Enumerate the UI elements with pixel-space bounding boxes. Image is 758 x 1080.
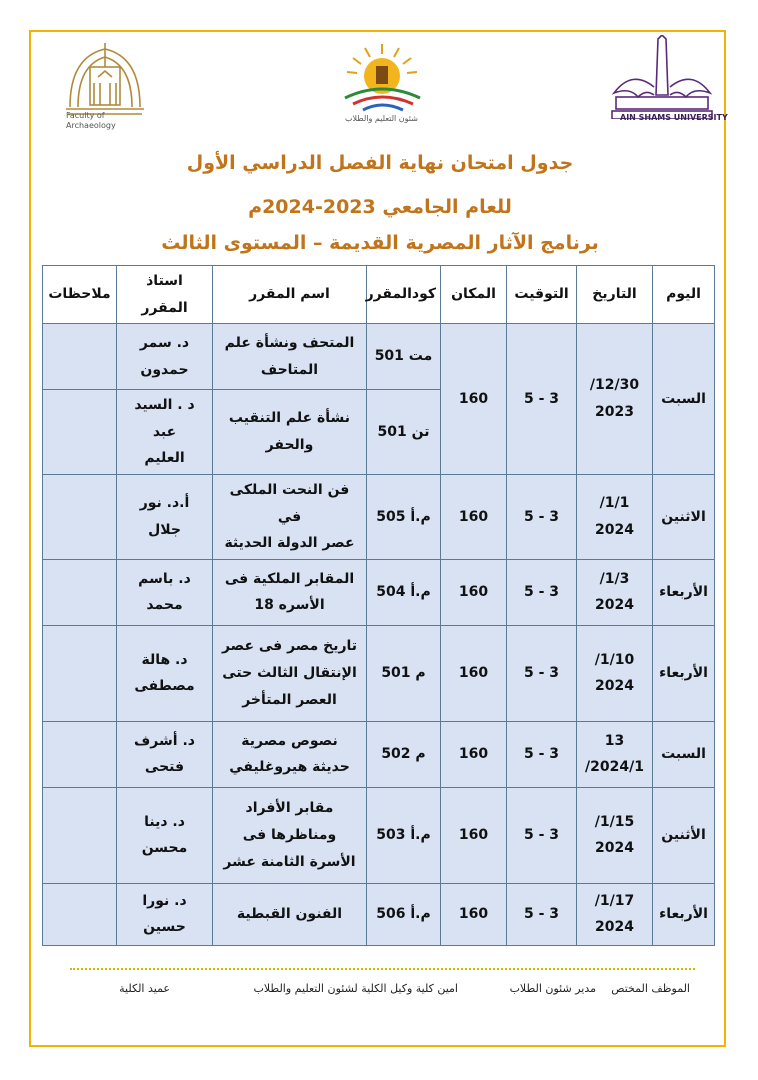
cell-teacher xyxy=(117,324,213,390)
cell-course xyxy=(213,559,367,625)
cell-teacher xyxy=(117,559,213,625)
cell-code: م 502 xyxy=(367,721,441,787)
cell-code: م.أ 505 xyxy=(367,474,441,559)
course-line-1: فن النحت الملكى في xyxy=(229,481,350,525)
cell-day: السبت xyxy=(653,324,715,475)
table-row xyxy=(43,324,715,390)
cell-time: 3 - 5 xyxy=(507,721,577,787)
logo-caption-ain-shams: AIN SHAMS UNIVERSITY xyxy=(620,113,728,122)
cell-place: 160 xyxy=(441,883,507,945)
course-line-2: المتاحف xyxy=(260,361,319,378)
course-line-1: مقابر الأفراد xyxy=(245,800,334,817)
cell-course xyxy=(213,883,367,945)
date-line-1: 13 xyxy=(604,732,625,749)
cell-time: 3 - 5 xyxy=(507,625,577,721)
teacher-line-1: د. باسم محمد xyxy=(138,570,191,614)
teacher-line-1: د. أشرف xyxy=(134,732,195,749)
table-row xyxy=(43,559,715,625)
cell-notes xyxy=(43,787,117,883)
cell-course xyxy=(213,390,367,475)
cell-day: السبت xyxy=(653,721,715,787)
cell-day: الأربعاء xyxy=(653,559,715,625)
course-line-1: المتحف ونشأة علم xyxy=(224,335,355,352)
cell-notes xyxy=(43,559,117,625)
cell-place: 160 xyxy=(441,721,507,787)
logo-caption-archaeology: Archaeology xyxy=(66,121,116,130)
cell-course xyxy=(213,324,367,390)
date-line-1: 1/1/ xyxy=(599,495,630,512)
cell-time: 3 - 5 xyxy=(507,787,577,883)
header-time: التوقيت xyxy=(507,266,577,324)
cell-day: الاثنين xyxy=(653,474,715,559)
course-line-1: تاريخ مصر فى عصر xyxy=(221,638,358,655)
cell-notes xyxy=(43,324,117,390)
cell-course xyxy=(213,721,367,787)
header-place: المكان xyxy=(441,266,507,324)
course-line-2: ومناظرها فى xyxy=(242,826,337,843)
table-row xyxy=(43,625,715,721)
date-line-2: 2023 xyxy=(595,404,634,421)
course-line-3: العصر المتأخر xyxy=(242,691,337,708)
date-line-1: 1/10/ xyxy=(594,651,635,668)
date-line-1: 1/3/ xyxy=(599,570,630,587)
cell-date xyxy=(577,625,653,721)
header-date: التاريخ xyxy=(577,266,653,324)
table-row xyxy=(43,883,715,945)
header-teacher: استاذ المقرر xyxy=(117,266,213,324)
date-line-2: 2024 xyxy=(595,919,634,936)
course-line-2: الأسره 18 xyxy=(254,597,325,614)
cell-place: 160 xyxy=(441,324,507,475)
cell-teacher xyxy=(117,625,213,721)
course-line-1: الفنون القبطية xyxy=(236,905,343,922)
cell-date xyxy=(577,883,653,945)
cell-code: م 501 xyxy=(367,625,441,721)
cell-date xyxy=(577,324,653,475)
date-line-2: 2024/1/ xyxy=(585,759,644,776)
table-header-row xyxy=(43,266,715,324)
course-line-2: الإنتقال الثالث حتى xyxy=(222,664,357,681)
course-line-2: حديثة هيروغليفي xyxy=(229,759,350,776)
date-line-2: 2024 xyxy=(595,597,634,614)
cell-place: 160 xyxy=(441,474,507,559)
temple-icon xyxy=(60,37,150,119)
date-line-1: 1/17/ xyxy=(594,892,635,909)
signature-student-affairs: مدير شئون الطلاب xyxy=(509,982,596,995)
course-line-1: نصوص مصرية xyxy=(241,732,338,749)
cell-place: 160 xyxy=(441,625,507,721)
date-line-1: 12/30/ xyxy=(589,377,640,394)
cell-notes xyxy=(43,474,117,559)
signature-secretary-vice-dean: امين كلية وكيل الكلية لشئون التعليم والطلاب xyxy=(253,982,458,995)
date-line-2: 2024 xyxy=(595,521,634,538)
cell-teacher xyxy=(117,721,213,787)
date-line-1: 1/15/ xyxy=(594,813,635,830)
header-notes: ملاحظات xyxy=(43,266,117,324)
teacher-line-1: د . السيد عبد xyxy=(134,397,195,440)
faculty-archaeology-logo xyxy=(60,37,150,137)
program-level-title: برنامج الآثار المصرية القديمة – المستوى الثالث xyxy=(161,232,599,254)
cell-time: 3 - 5 xyxy=(507,883,577,945)
teacher-line-2: فتحى xyxy=(144,759,185,776)
cell-code: م.أ 503 xyxy=(367,787,441,883)
teacher-line-1: د. هالة xyxy=(141,651,188,668)
cell-day: الأربعاء xyxy=(653,883,715,945)
cell-day: الأثنين xyxy=(653,787,715,883)
cell-date xyxy=(577,721,653,787)
cell-notes xyxy=(43,390,117,475)
teacher-line-1: د. دينا محسن xyxy=(141,813,188,857)
obelisk-eagles-icon xyxy=(608,35,716,119)
teacher-line-2: العليم xyxy=(144,450,185,467)
table-row xyxy=(43,721,715,787)
exam-schedule-title: جدول امتحان نهاية الفصل الدراسي الأول xyxy=(186,152,574,174)
cell-date xyxy=(577,559,653,625)
logo-caption-student-affairs: شئون التعليم والطلاب xyxy=(345,114,418,123)
sun-book-icon xyxy=(325,40,440,112)
cell-teacher xyxy=(117,883,213,945)
cell-code: مت 501 xyxy=(367,324,441,390)
exam-schedule-table xyxy=(42,265,715,946)
student-affairs-logo xyxy=(325,40,440,130)
cell-time: 3 - 5 xyxy=(507,559,577,625)
course-line-1: نشأة علم التنقيب xyxy=(228,410,351,427)
header-day: اليوم xyxy=(653,266,715,324)
course-line-1: المقابر الملكية فى xyxy=(224,570,355,587)
cell-code: تن 501 xyxy=(367,390,441,475)
signature-employee: الموظف المختص xyxy=(611,982,690,995)
table-row xyxy=(43,787,715,883)
teacher-line-1: د. سمر حمدون xyxy=(139,335,190,378)
cell-date xyxy=(577,474,653,559)
cell-course xyxy=(213,474,367,559)
date-line-2: 2024 xyxy=(595,678,634,695)
logo-caption-faculty: Faculty of xyxy=(66,111,105,120)
cell-course xyxy=(213,625,367,721)
teacher-line-1: أ.د. نور جلال xyxy=(139,495,190,538)
course-line-2: والحفر xyxy=(265,437,314,454)
table-row xyxy=(43,474,715,559)
cell-notes xyxy=(43,721,117,787)
header-course: اسم المقرر xyxy=(213,266,367,324)
teacher-line-2: مصطفى xyxy=(134,678,195,695)
ain-shams-logo xyxy=(608,35,728,133)
cell-teacher xyxy=(117,787,213,883)
cell-place: 160 xyxy=(441,787,507,883)
cell-teacher xyxy=(117,390,213,475)
header-code: كودالمقرر xyxy=(367,266,441,324)
signature-dean: عميد الكلية xyxy=(119,982,170,995)
course-line-2: عصر الدولة الحديثة xyxy=(224,535,355,552)
date-line-2: 2024 xyxy=(595,840,634,857)
course-line-3: الأسرة الثامنة عشر xyxy=(223,853,356,870)
cell-notes xyxy=(43,625,117,721)
academic-year-title: للعام الجامعي 2023-2024م xyxy=(248,196,512,218)
signature-divider xyxy=(70,968,695,970)
cell-date xyxy=(577,787,653,883)
cell-place: 160 xyxy=(441,559,507,625)
cell-time: 3 - 5 xyxy=(507,474,577,559)
cell-time: 3 - 5 xyxy=(507,324,577,475)
cell-day: الأربعاء xyxy=(653,625,715,721)
teacher-line-1: د. نورا حسين xyxy=(142,892,187,936)
cell-code: م.أ 506 xyxy=(367,883,441,945)
cell-course xyxy=(213,787,367,883)
cell-teacher xyxy=(117,474,213,559)
cell-code: م.أ 504 xyxy=(367,559,441,625)
cell-notes xyxy=(43,883,117,945)
